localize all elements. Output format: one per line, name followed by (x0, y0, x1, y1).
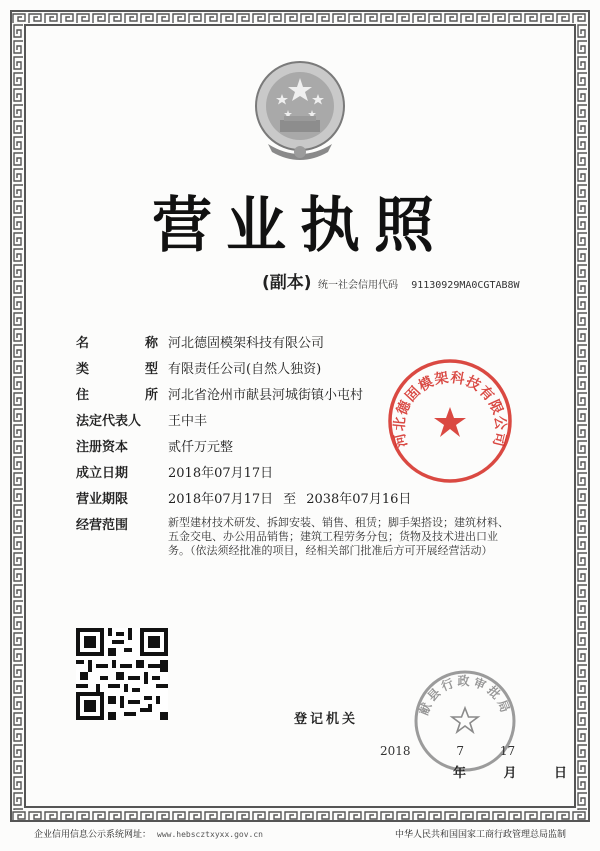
footer-website-label: 企业信用信息公示系统网址： (34, 830, 152, 840)
field-label-capital: 注册资本 (76, 440, 129, 455)
registration-seal-text: 献县行政审批局 (416, 674, 514, 718)
footer-website (34, 827, 263, 840)
field-label-scope: 经营范围 (76, 518, 129, 533)
field-label-term: 营业期限 (76, 492, 129, 507)
footer-website-url[interactable]: www.hebscztxyxx.gov.cn (157, 830, 263, 839)
year-unit: 年 (452, 766, 466, 781)
field-value-legal-rep: 王中丰 (168, 414, 208, 429)
qr-code[interactable] (76, 628, 168, 720)
day-unit: 日 (554, 766, 568, 781)
bottom-key-pattern (12, 810, 588, 822)
field-value-established: 2018年07月17日 (168, 466, 274, 481)
field-value-type: 有限责任公司(自然人独资) (168, 362, 322, 377)
field-row-term (76, 490, 516, 516)
company-seal-text: 河北德固模架科技有限公司 (391, 369, 509, 449)
registration-date-units (420, 762, 567, 781)
registration-date-numbers (380, 744, 515, 758)
field-value-address: 河北省沧州市献县河城街镇小屯村 (168, 388, 364, 403)
right-key-pattern (576, 24, 588, 810)
credit-code-line (318, 276, 520, 291)
field-label-established: 成立日期 (76, 466, 129, 481)
company-seal (384, 355, 516, 487)
left-key-pattern (12, 24, 24, 810)
registration-seal (412, 668, 518, 774)
document-title: 营业执照 (152, 191, 448, 261)
field-label-address: 住 所 (76, 388, 158, 403)
national-emblem-icon (248, 52, 352, 168)
field-value-capital: 贰仟万元整 (168, 440, 234, 455)
field-row-scope (76, 516, 516, 588)
registration-year: 2018 (380, 744, 411, 758)
registration-month: 7 (456, 744, 465, 758)
field-label-legal-rep: 法定代表人 (76, 414, 142, 429)
top-key-pattern (12, 12, 588, 24)
month-unit: 月 (503, 766, 517, 781)
field-value-name: 河北德固模架科技有限公司 (168, 336, 325, 351)
field-label-type: 类 型 (76, 362, 158, 377)
credit-code-value: 91130929MA0CGTAB8W (411, 280, 520, 291)
credit-code-label: 统一社会信用代码 (318, 280, 398, 291)
document-subtitle: (副本) (262, 273, 312, 293)
footer-issuer: 中华人民共和国国家工商行政管理总局监制 (394, 830, 566, 840)
field-label-name: 名 称 (76, 336, 158, 351)
field-value-term: 2018年07月17日 至 2038年07月16日 (168, 492, 412, 507)
registration-day: 17 (499, 744, 516, 758)
field-value-scope: 新型建材技术研发、拆卸安装、销售、租赁；脚手架搭设；建筑材料、五金交电、办公用品销售；建筑工程劳务分包；货物及技术进出口业务。（依法须经批准的项目，经相关部门批准后方可开展经营活动） (168, 516, 509, 557)
registration-authority-label: 登记机关 (294, 712, 359, 727)
